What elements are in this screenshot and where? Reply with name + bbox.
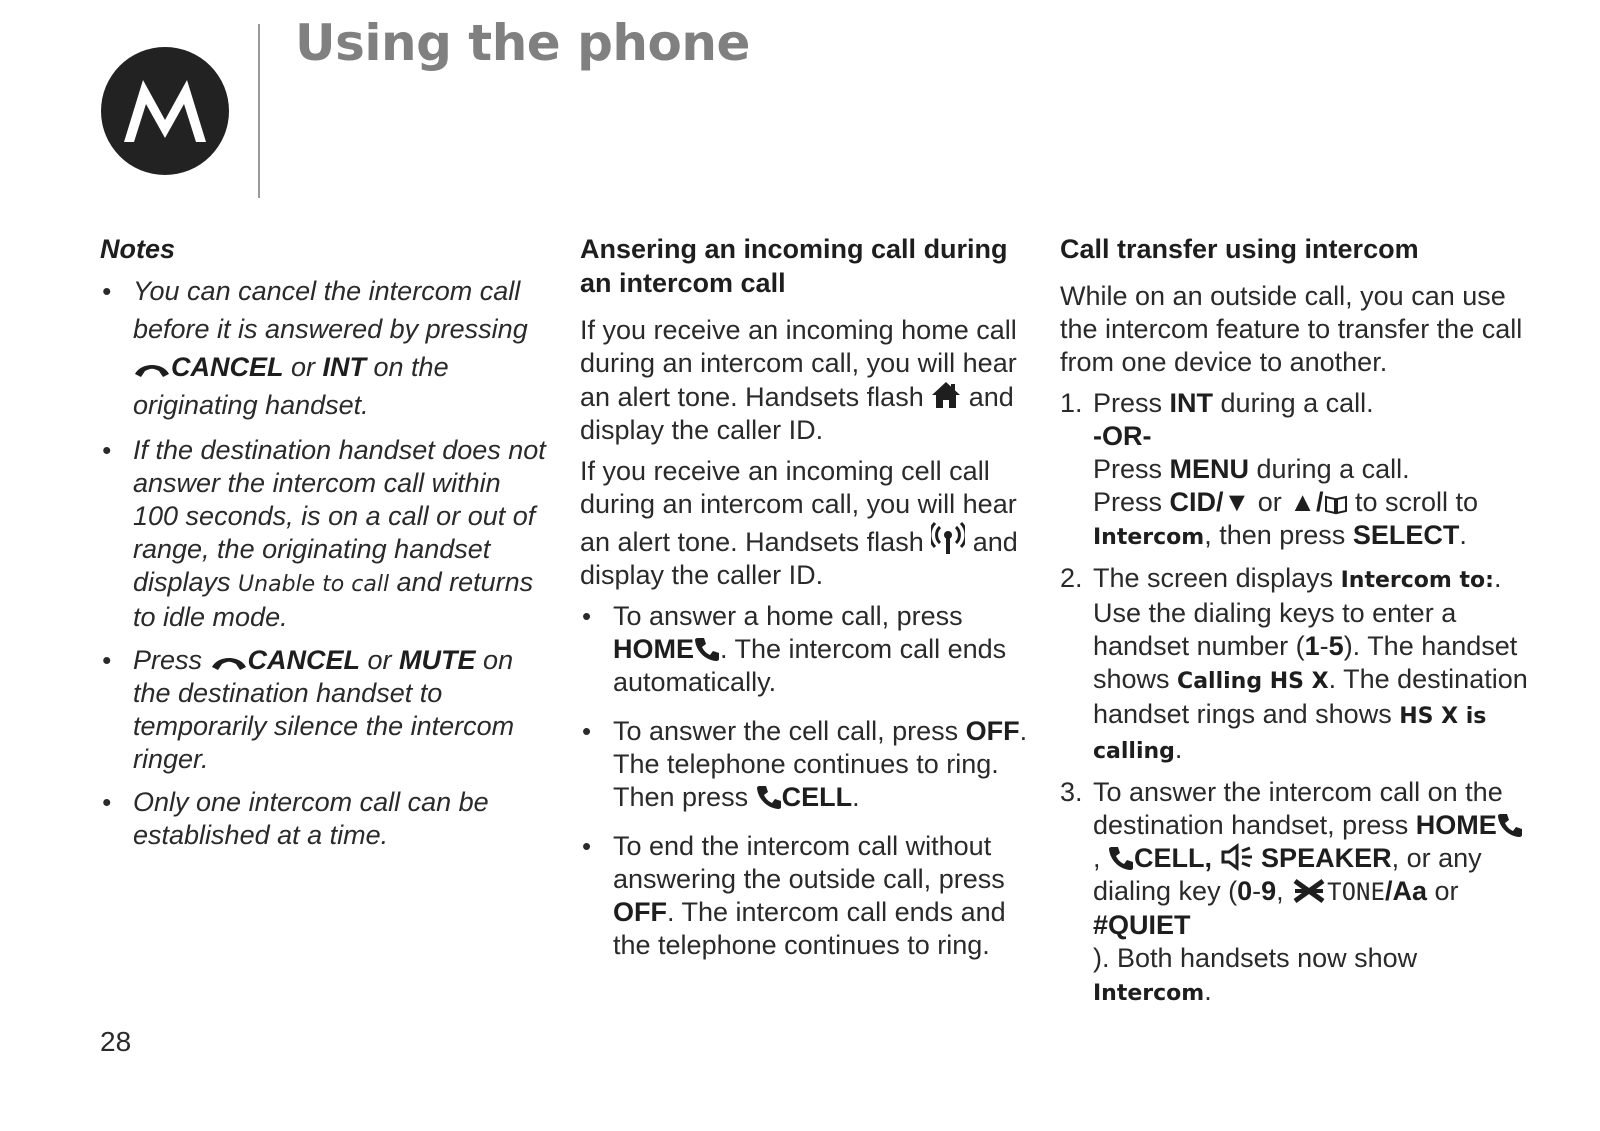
cell-signal-icon [931,521,965,555]
list-item: 2. The screen displays Intercom to:. Use the dialing keys to enter a handset number (1-5). The handset shows Calling HS X. The destination handset rings and shows HS X is calling. [1060,563,1528,764]
list-item: • To end the intercom call without answering the outside call, press OFF. The intercom call ends and the telephone continues to ring. [580,830,1032,962]
list-item: • To answer a home call, press HOME . The intercom call ends automatically. [580,600,1032,699]
list-item: 1. Press INT during a call. -OR- Press MENU during a call. Press CID/▼ or ▲/ to scroll to Intercom, then press SELECT. [1060,388,1479,550]
page-number: 28 [100,1026,132,1057]
list-item: • Press CANCEL or MUTE on the destination handset to temporarily silence the intercom ringer. [100,644,550,776]
answering-heading: Ansering an incoming call during an intercom call [580,234,1008,298]
paragraph: While on an outside call, you can use the intercom feature to transfer the call from one device to another. [1060,281,1523,377]
list-item: 3. To answer the intercom call on the destination handset, press HOME, CELL, SPEAKER, or any dialing key (0-9, TONE/Aa or #QUIET ). Both handsets now show Intercom. [1060,776,1530,1010]
star-key-icon [1291,878,1327,904]
transfer-column [1060,232,1530,1018]
list-item: • To answer the cell call, press OFF. The telephone continues to ring. Then press CELL. [580,715,1032,814]
phone-icon [756,784,782,810]
list-item: • You can cancel the intercom call before it is answered by pressing CANCEL or INT on the originating handset. [100,272,550,424]
answering-column [580,232,1032,978]
phonebook-icon [1324,493,1348,515]
answering-list [580,600,1032,962]
phone-icon [1108,845,1134,871]
home-icon [931,380,961,410]
phone-icon [1497,812,1523,838]
paragraph: If you receive an incoming cell call during an intercom call, you will hear an alert tone. Handsets flash and display the caller ID. [580,456,1018,590]
phone-icon [694,636,720,662]
cancel-phone-icon [133,360,171,380]
transfer-steps [1060,387,1530,1010]
header-divider [258,24,260,198]
notes-heading: Notes [100,234,176,264]
paragraph: If you receive an incoming home call during an intercom call, you will hear an alert tone. Handsets flash and display the caller ID. [580,315,1017,445]
cancel-phone-icon [210,653,248,673]
speaker-icon [1220,843,1254,871]
notes-column [100,232,550,862]
list-item: • Only one intercom call can be established at a time. [100,786,550,852]
notes-list [100,272,550,852]
motorola-logo [100,46,230,176]
transfer-heading: Call transfer using intercom [1060,234,1419,264]
list-item: • If the destination handset does not answer the intercom call within 100 seconds, is on a call or out of range, the originating handset displays Unable to call and returns to idle mode. [100,434,550,634]
page-title: Using the phone [295,14,750,72]
